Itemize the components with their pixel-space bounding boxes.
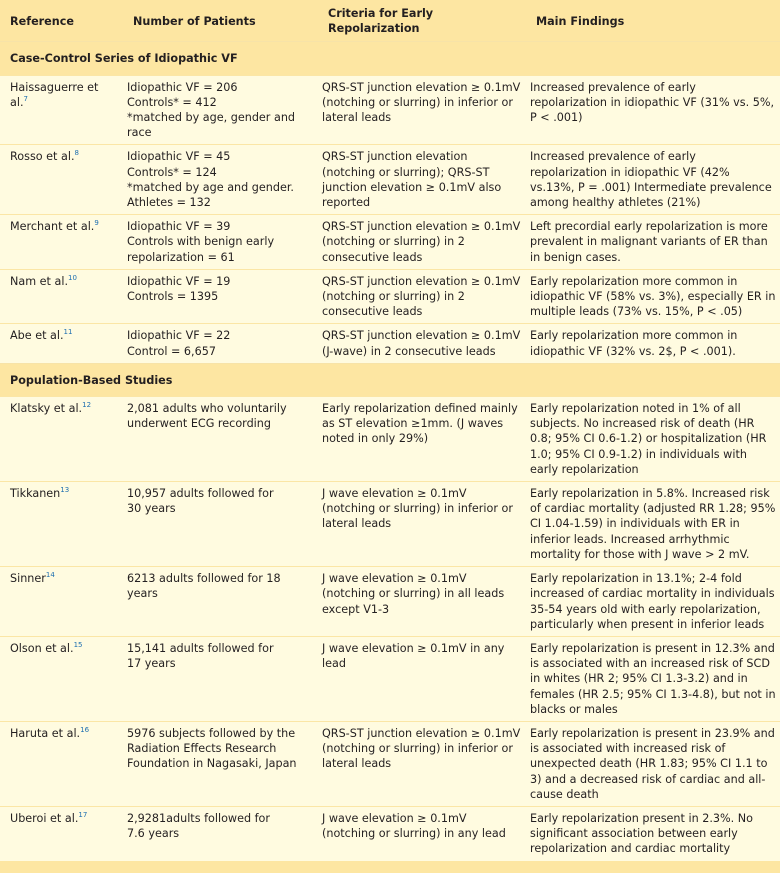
reference-cell <box>0 145 123 215</box>
table-row <box>0 215 780 270</box>
reference-name: Merchant et al. <box>10 220 95 234</box>
reference-name: Nam et al. <box>10 274 69 288</box>
reference-name: Tikkanen <box>10 487 61 501</box>
reference-cell <box>0 482 123 567</box>
table-row <box>0 482 780 567</box>
patients-line: Control = 6,657 <box>127 344 216 358</box>
reference-cell <box>0 397 123 482</box>
header-main-findings: Main Findings <box>526 0 780 42</box>
table-row <box>0 397 780 482</box>
patients-line: 17 years <box>127 657 176 671</box>
patients-line: 5976 subjects followed by the Radiation Effects Research Foundation in Nagasaki, Japan <box>127 726 297 771</box>
table-row <box>0 721 780 806</box>
reference-cell <box>0 269 123 324</box>
patients-line: 10,957 adults followed for <box>127 487 274 501</box>
table-body <box>0 42 780 861</box>
header-number-of-patients: Number of Patients <box>123 0 318 42</box>
reference-citation-link[interactable]: 9 <box>94 219 99 228</box>
table-row <box>0 145 780 215</box>
section-title: Population-Based Studies <box>0 363 780 396</box>
findings-cell: Early repolarization noted in 1% of all subjects. No increased risk of death (HR 0.8; 95% CI 0.6-1.2) or hospitalization (HR 1.0; 95% CI 0.9-1.2) in individuals with early repolarization <box>526 397 780 482</box>
reference-name: Olson et al. <box>10 641 74 655</box>
patients-line: Idiopathic VF = 206 <box>127 80 238 94</box>
reference-name: Haissaguerre et al. <box>10 80 99 109</box>
reference-cell <box>0 806 123 860</box>
findings-cell: Early repolarization in 5.8%. Increased risk of cardiac mortality (adjusted RR 1.28; 95% CI 1.04-1.59) in individuals with ER in inferior leads. Increased arrhythmic mortality for those with J wave > 2 mV. <box>526 482 780 567</box>
patients-line: 2,081 adults who voluntarily underwent ECG recording <box>127 402 287 431</box>
patients-line: Idiopathic VF = 19 <box>127 274 231 288</box>
reference-citation-link[interactable]: 10 <box>68 273 77 282</box>
reference-cell <box>0 636 123 721</box>
criteria-cell: J wave elevation ≥ 0.1mV in any lead <box>318 636 526 721</box>
reference-citation-link[interactable]: 16 <box>80 725 90 734</box>
reference-citation-link[interactable]: 12 <box>82 401 92 410</box>
findings-cell: Early repolarization in 13.1%; 2-4 fold increased of cardiac mortality in individuals 35-54 years old with early repolarization, particularly when present in inferior leads <box>526 567 780 637</box>
patients-line: Idiopathic VF = 45 <box>127 150 231 164</box>
table-row <box>0 636 780 721</box>
patients-line: *matched by age and gender. <box>127 180 294 194</box>
criteria-cell: QRS-ST junction elevation ≥ 0.1mV (J-wave) in 2 consecutive leads <box>318 324 526 363</box>
reference-name: Rosso et al. <box>10 150 75 164</box>
section-header-row <box>0 363 780 396</box>
reference-cell <box>0 215 123 270</box>
table-row <box>0 324 780 363</box>
criteria-cell: Early repolarization defined mainly as ST elevation ≥1mm. (J waves noted in only 29%) <box>318 397 526 482</box>
criteria-cell: QRS-ST junction elevation (notching or slurring); QRS-ST junction elevation ≥ 0.1mV also reported <box>318 145 526 215</box>
findings-cell: Early repolarization is present in 12.3% and is associated with an increased risk of SCD in whites (HR 2; 95% CI 1.3-3.2) and in females (HR 2.5; 95% CI 1.3-4.8), but not in blacks or males <box>526 636 780 721</box>
header-row <box>0 0 780 42</box>
section-header-row <box>0 42 780 75</box>
findings-cell: Early repolarization present in 2.3%. No significant association between early repolarization and cardiac mortality <box>526 806 780 860</box>
reference-cell <box>0 567 123 637</box>
criteria-cell: J wave elevation ≥ 0.1mV (notching or slurring) in any lead <box>318 806 526 860</box>
section-title: Case-Control Series of Idiopathic VF <box>0 42 780 75</box>
findings-cell: Increased prevalence of early repolarization in idiopathic VF (31% vs. 5%, P < .001) <box>526 75 780 145</box>
reference-citation-link[interactable]: 13 <box>60 486 70 495</box>
table-row <box>0 75 780 145</box>
patients-line: *matched by age, gender and race <box>127 111 296 140</box>
patients-line: Idiopathic VF = 39 <box>127 220 231 234</box>
patients-line: 15,141 adults followed for <box>127 641 274 655</box>
criteria-cell: J wave elevation ≥ 0.1mV (notching or slurring) in all leads except V1-3 <box>318 567 526 637</box>
reference-citation-link[interactable]: 8 <box>74 149 79 158</box>
findings-cell: Increased prevalence of early repolarization in idiopathic VF (42% vs.13%, P = .001) Intermediate prevalence among healthy athletes (21%) <box>526 145 780 215</box>
criteria-cell: QRS-ST junction elevation ≥ 0.1mV (notching or slurring) in 2 consecutive leads <box>318 269 526 324</box>
findings-cell: Left precordial early repolarization is more prevalent in malignant variants of ER than in benign cases. <box>526 215 780 270</box>
reference-citation-link[interactable]: 7 <box>23 94 28 103</box>
reference-citation-link[interactable]: 15 <box>73 640 83 649</box>
reference-cell <box>0 75 123 145</box>
patients-cell <box>123 806 318 860</box>
table-row <box>0 567 780 637</box>
header-reference: Reference <box>0 0 123 42</box>
reference-cell <box>0 721 123 806</box>
patients-cell <box>123 482 318 567</box>
patients-line: 7.6 years <box>127 827 180 841</box>
reference-name: Klatsky et al. <box>10 402 83 416</box>
table-row <box>0 269 780 324</box>
findings-cell: Early repolarization more common in idiopathic VF (32% vs. 2$, P < .001). <box>526 324 780 363</box>
patients-cell <box>123 145 318 215</box>
patients-line: Athletes = 132 <box>127 196 211 210</box>
patients-line: Controls* = 412 <box>127 95 217 109</box>
criteria-cell: QRS-ST junction elevation ≥ 0.1mV (notching or slurring) in inferior or lateral leads <box>318 721 526 806</box>
patients-line: Controls = 1395 <box>127 290 219 304</box>
reference-cell <box>0 324 123 363</box>
header-criteria: Criteria for Early Repolarization <box>318 0 526 42</box>
patients-line: Idiopathic VF = 22 <box>127 329 231 343</box>
patients-line: 6213 adults followed for 18 years <box>127 572 281 601</box>
reference-name: Uberoi et al. <box>10 811 79 825</box>
patients-cell <box>123 75 318 145</box>
patients-cell <box>123 397 318 482</box>
criteria-cell: QRS-ST junction elevation ≥ 0.1mV (notching or slurring) in inferior or lateral leads <box>318 75 526 145</box>
criteria-cell: J wave elevation ≥ 0.1mV (notching or slurring) in inferior or lateral leads <box>318 482 526 567</box>
patients-cell <box>123 215 318 270</box>
patients-line: 2,9281adults followed for <box>127 811 270 825</box>
reference-name: Sinner <box>10 572 46 586</box>
patients-cell <box>123 324 318 363</box>
patients-cell <box>123 721 318 806</box>
findings-cell: Early repolarization more common in idiopathic VF (58% vs. 3%), especially ER in multiple leads (73% vs. 15%, P < .05) <box>526 269 780 324</box>
findings-cell: Early repolarization is present in 23.9% and is associated with increased risk of unexpected death (HR 1.83; 95% CI 1.1 to 3) and a decreased risk of cardiac and all-cause death <box>526 721 780 806</box>
patients-line: 30 years <box>127 502 176 516</box>
patients-cell <box>123 269 318 324</box>
patients-line: Controls* = 124 <box>127 165 217 179</box>
criteria-cell: QRS-ST junction elevation ≥ 0.1mV (notching or slurring) in 2 consecutive leads <box>318 215 526 270</box>
reference-citation-link[interactable]: 14 <box>45 571 55 580</box>
patients-cell <box>123 567 318 637</box>
table-footer-band <box>0 861 780 873</box>
table-row <box>0 806 780 860</box>
reference-name: Abe et al. <box>10 329 64 343</box>
patients-line: Controls with benign early repolarization = 61 <box>127 235 275 264</box>
reference-name: Haruta et al. <box>10 726 81 740</box>
reference-citation-link[interactable]: 17 <box>78 810 88 819</box>
patients-cell <box>123 636 318 721</box>
reference-citation-link[interactable]: 11 <box>63 328 73 337</box>
